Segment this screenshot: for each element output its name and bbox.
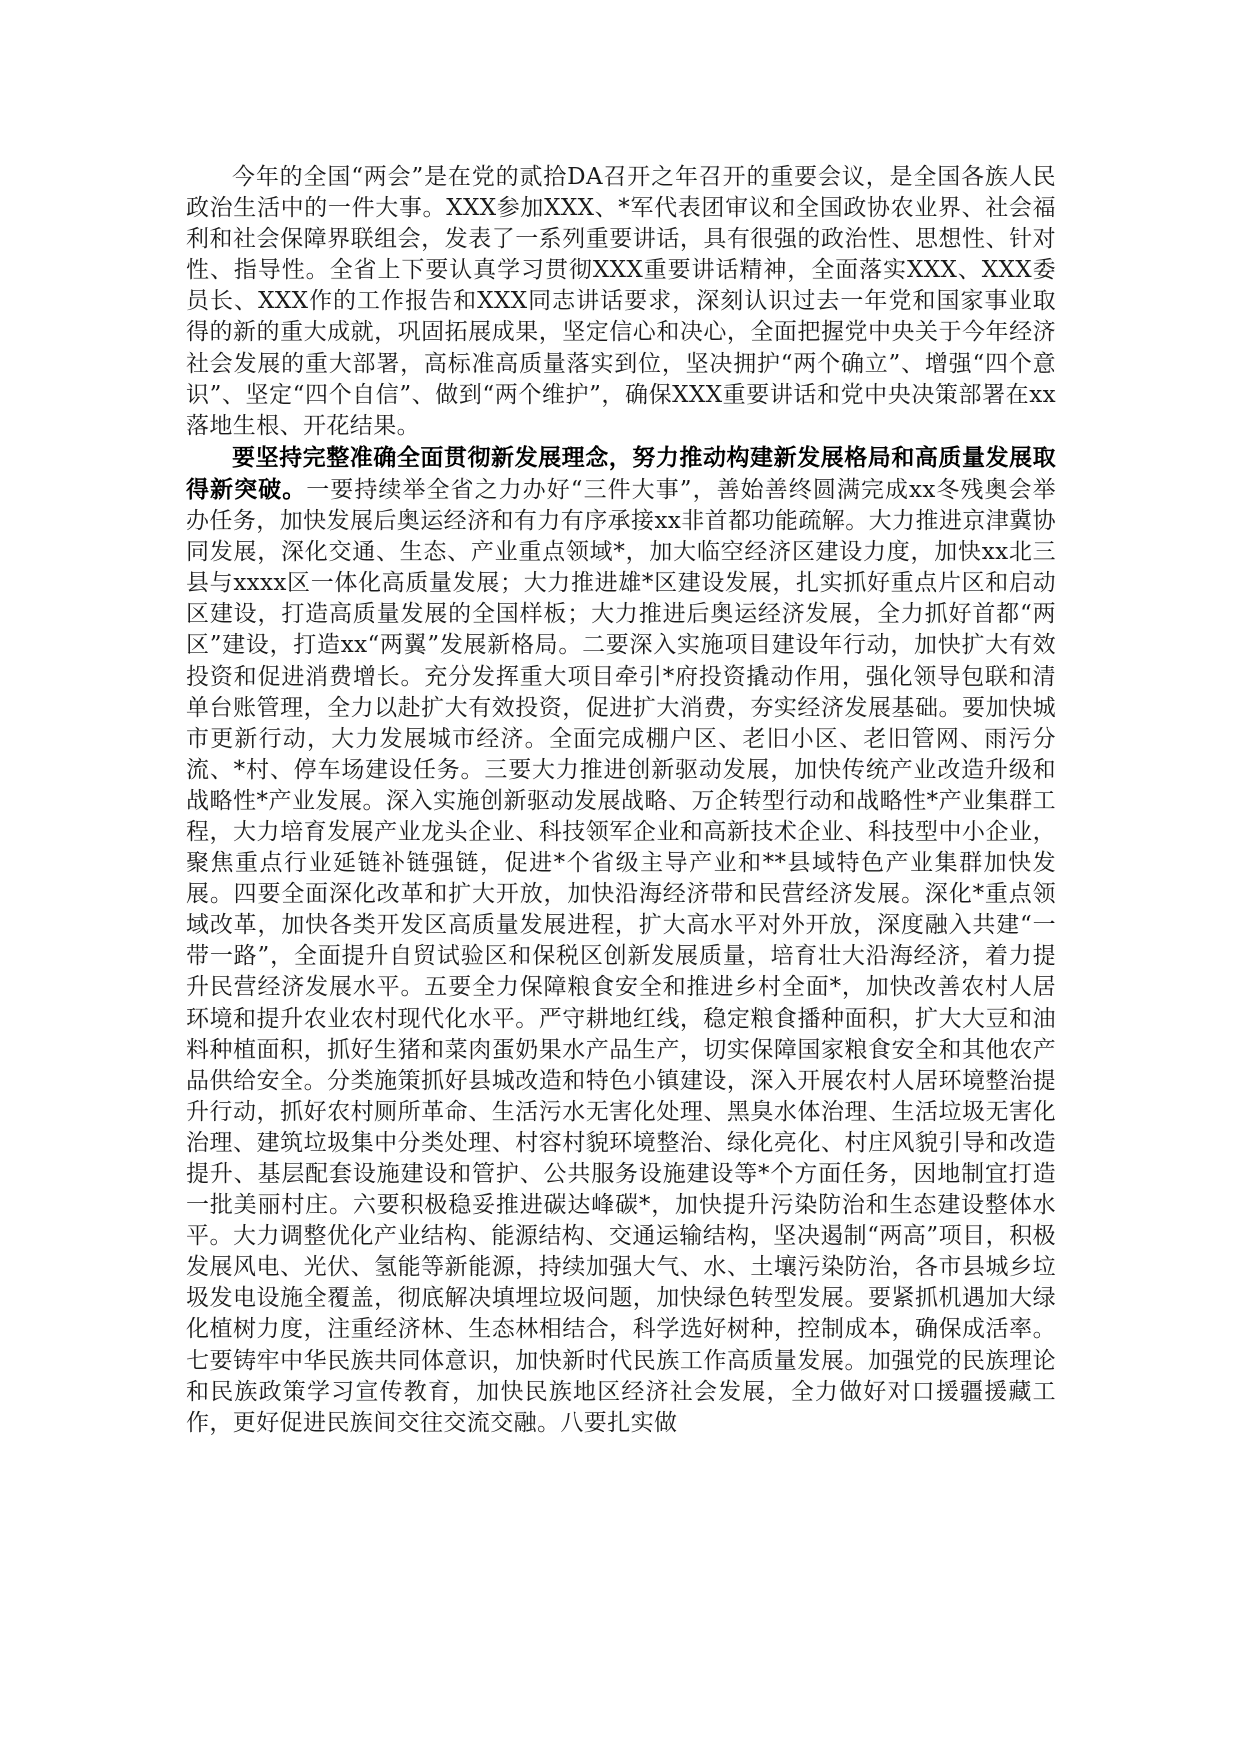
paragraph-body-text: 一要持续举全省之力办好“三件大事”，善始善终圆满完成xx冬残奥会举办任务，加快发展后奥运经济和有力有序承接xx非首都功能疏解。大力推进京津冀协同发展，深化交通、生态、产业重点领域*，加大临空经济区建设力度，加快xx北三县与xxxx区一体化高质量发展；大力推进雄*区建设发展，扎实抓好重点片区和启动区建设，打造高质量发展的全国样板；大力推进后奥运经济发展，全力抓好首都“两区”建设，打造xx“两翼”发展新格局。二要深入实施项目建设年行动，加快扩大有效投资和促进消费增长。充分发挥重大项目牵引*府投资撬动作用，强化领导包联和清单台账管理，全力以赴扩大有效投资，促进扩大消费，夯实经济发展基础。要加快城市更新行动，大力发展城市经济。全面完成棚户区、老旧小区、老旧管网、雨污分流、*村、停车场建设任务。三要大力推进创新驱动发展，加快传统产业改造升级和战略性*产业发展。深入实施创新驱动发展战略、万企转型行动和战略性*产业集群工程，大力培育发展产业龙头企业、科技领军企业和高新技术企业、科技型中小企业，聚焦重点行业延链补链强链，促进*个省级主导产业和**县域特色产业集群加快发展。四要全面深化改革和扩大开放，加快沿海经济带和民营经济发展。深化*重点领域改革，加快各类开发区高质量发展进程，扩大高水平对外开放，深度融入共建“一带一路”，全面提升自贸试验区和保税区创新发展质量，培育壮大沿海经济，着力提升民营经济发展水平。五要全力保障粮食安全和推进乡村全面*，加快改善农村人居环境和提升农业农村现代化水平。严守耕地红线，稳定粮食播种面积，扩大大豆和油料种植面积，抓好生猪和菜肉蛋奶果水产品生产，切实保障国家粮食安全和其他农产品供给安全。分类施策抓好县城改造和特色小镇建设，深入开展农村人居环境整治提升行动，抓好农村厕所革命、生活污水无害化处理、黑臭水体治理、生活垃圾无害化治理、建筑垃圾集中分类处理、村容村貌环境整治、绿化亮化、村庄风貌引导和改造提升、基层配套设施建设和管护、公共服务设施建设等*个方面任务，因地制宜打造一批美丽村庄。六要积极稳妥推进碳达峰碳*，加快提升污染防治和生态建设整体水平。大力调整优化产业结构、能源结构、交通运输结构，坚决遏制“两高”项目，积极发展风电、光伏、氢能等新能源，持续加强大气、水、土壤污染防治，各市县城乡垃圾发电设施全覆盖，彻底解决填埋垃圾问题，加快绿色转型发展。要紧抓机遇加大绿化植树力度，注重经济林、生态林相结合，科学选好树种，控制成本，确保成活率。七要铸牢中华民族共同体意识，加快新时代民族工作高质量发展。加强党的民族理论和民族政策学习宣传教育，加快民族地区经济社会发展，全力做好对口援疆援藏工作，更好促进民族间交往交流交融。八要扎实做 (186, 476, 1056, 1436)
paragraph-intro: 今年的全国“两会”是在党的贰拾DA召开之年召开的重要会议，是全国各族人民政治生活中的一件大事。XXX参加XXX、*军代表团审议和全国政协农业界、社会福利和社会保障界联组会，发表了一系列重要讲话，具有很强的政治性、思想性、针对性、指导性。全省上下要认真学习贯彻XXX重要讲话精神，全面落实XXX、XXX委员长、XXX作的工作报告和XXX同志讲话要求，深刻认识过去一年党和国家事业取得的新的重大成就，巩固拓展成果，坚定信心和决心，全面把握党中央关于今年经济社会发展的重大部署，高标准高质量落实到位，坚决拥护“两个确立”、增强“四个意识”、坚定“四个自信”、做到“两个维护”，确保XXX重要讲话和党中央决策部署在xx落地生根、开花结果。 (186, 164, 1056, 439)
paragraph-development (186, 442, 1056, 1439)
paragraph-lead-heading: 要坚持完整准确全面贯彻新发展理念，努力推动构建新发展格局和高质量发展取得新突破。 (186, 443, 1056, 503)
document-body (186, 162, 1056, 1439)
